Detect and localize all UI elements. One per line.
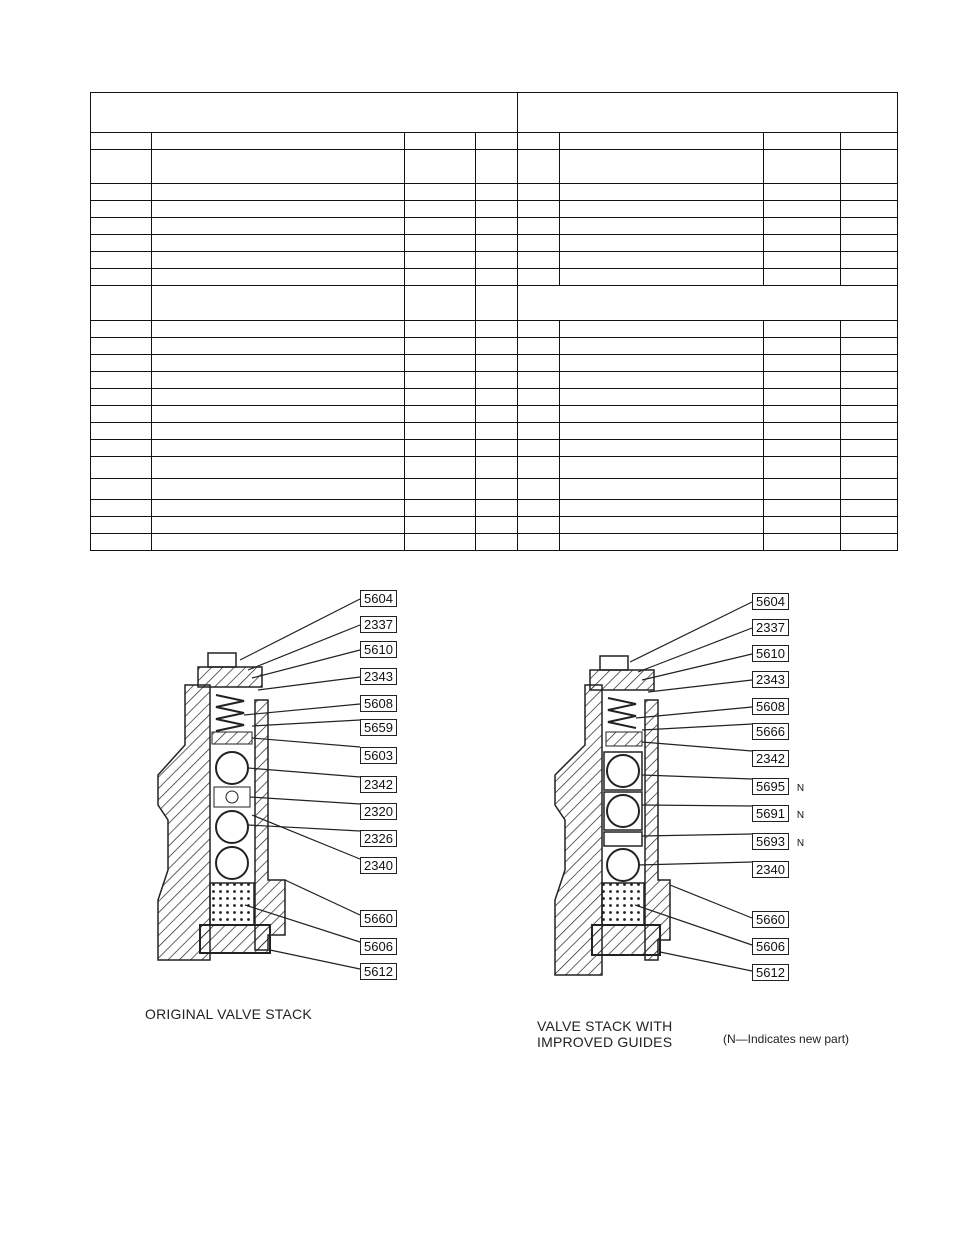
callout-box: 5693 N [752,833,804,851]
cap-nut [600,656,628,670]
callout-box: 5608 [360,695,397,713]
ball-upper [607,755,639,787]
spring [216,695,244,731]
callout-box: 2337 [360,616,397,634]
callout-box: 5603 [360,747,397,765]
callout-box: 5666 [752,723,789,741]
callout-box: 2342 [360,776,397,794]
callout-box: 2343 [752,671,789,689]
callout-box: 2342 [752,750,789,768]
table-row [91,389,898,406]
guide-5693 [604,832,642,846]
callout-box: 5604 [752,593,789,611]
callout-box: 2337 [752,619,789,637]
guide-ring [212,732,252,744]
callout-box: 2320 [360,803,397,821]
table-row [91,133,898,150]
parts-table [90,92,898,551]
table-row [91,235,898,252]
original-figure-caption: ORIGINAL VALVE STACK [145,1006,312,1022]
guide-ring [606,732,642,746]
table-row [91,338,898,355]
new-part-marker: N [796,838,805,849]
table-row [91,184,898,201]
callout-box: 5691 N [752,805,804,823]
new-part-marker: N [796,810,805,821]
callout-box: 5660 [360,910,397,928]
housing-left-wall [158,685,210,960]
callout-box: 5610 [360,641,397,659]
table-row [91,372,898,389]
callout-box: 5659 [360,719,397,737]
callout-box: 2340 [360,857,397,875]
table-row [91,500,898,517]
table-subheader-right [518,286,898,321]
improved-figure-caption: VALVE STACK WITH IMPROVED GUIDES [537,1018,673,1050]
spring [608,698,636,728]
strainer [210,883,254,925]
table-row [91,479,898,500]
strainer [602,883,644,925]
guide-hole [226,791,238,803]
ball-lower [607,849,639,881]
callout-box: 5695 N [752,778,804,796]
callout-box: 2340 [752,861,789,879]
table-row [91,218,898,235]
bottom-plug [592,925,660,955]
callout-box: 2326 [360,830,397,848]
callout-box: 5608 [752,698,789,716]
new-part-marker: N [796,783,805,794]
table-header-right [518,93,898,133]
callout-box: 5612 [752,964,789,982]
table-row [91,517,898,534]
table-row [91,286,898,321]
table-row [91,252,898,269]
cap-nut [208,653,236,667]
new-part-note: (N—Indicates new part) [723,1032,850,1046]
table-row [91,269,898,286]
table-row [91,423,898,440]
callout-box: 5660 [752,911,789,929]
ball-lower [216,847,248,879]
table-row [91,355,898,372]
ball-upper [216,752,248,784]
table-row [91,150,898,184]
ball-middle [216,811,248,843]
table-row [91,457,898,479]
table-row [91,440,898,457]
ball-middle [607,795,639,827]
cap-plug [198,667,262,687]
callout-box: 2343 [360,668,397,686]
callout-box: 5610 [752,645,789,663]
table-header-row [91,93,898,133]
bottom-plug [200,925,270,953]
housing-right-wall [645,700,670,960]
callout-box: 5612 [360,963,397,981]
table-row [91,534,898,551]
table-row [91,321,898,338]
callout-box: 5606 [360,938,397,956]
callout-box: 5604 [360,590,397,608]
callout-box: 5606 [752,938,789,956]
table-header-left [91,93,518,133]
table-row [91,406,898,423]
table-row [91,201,898,218]
